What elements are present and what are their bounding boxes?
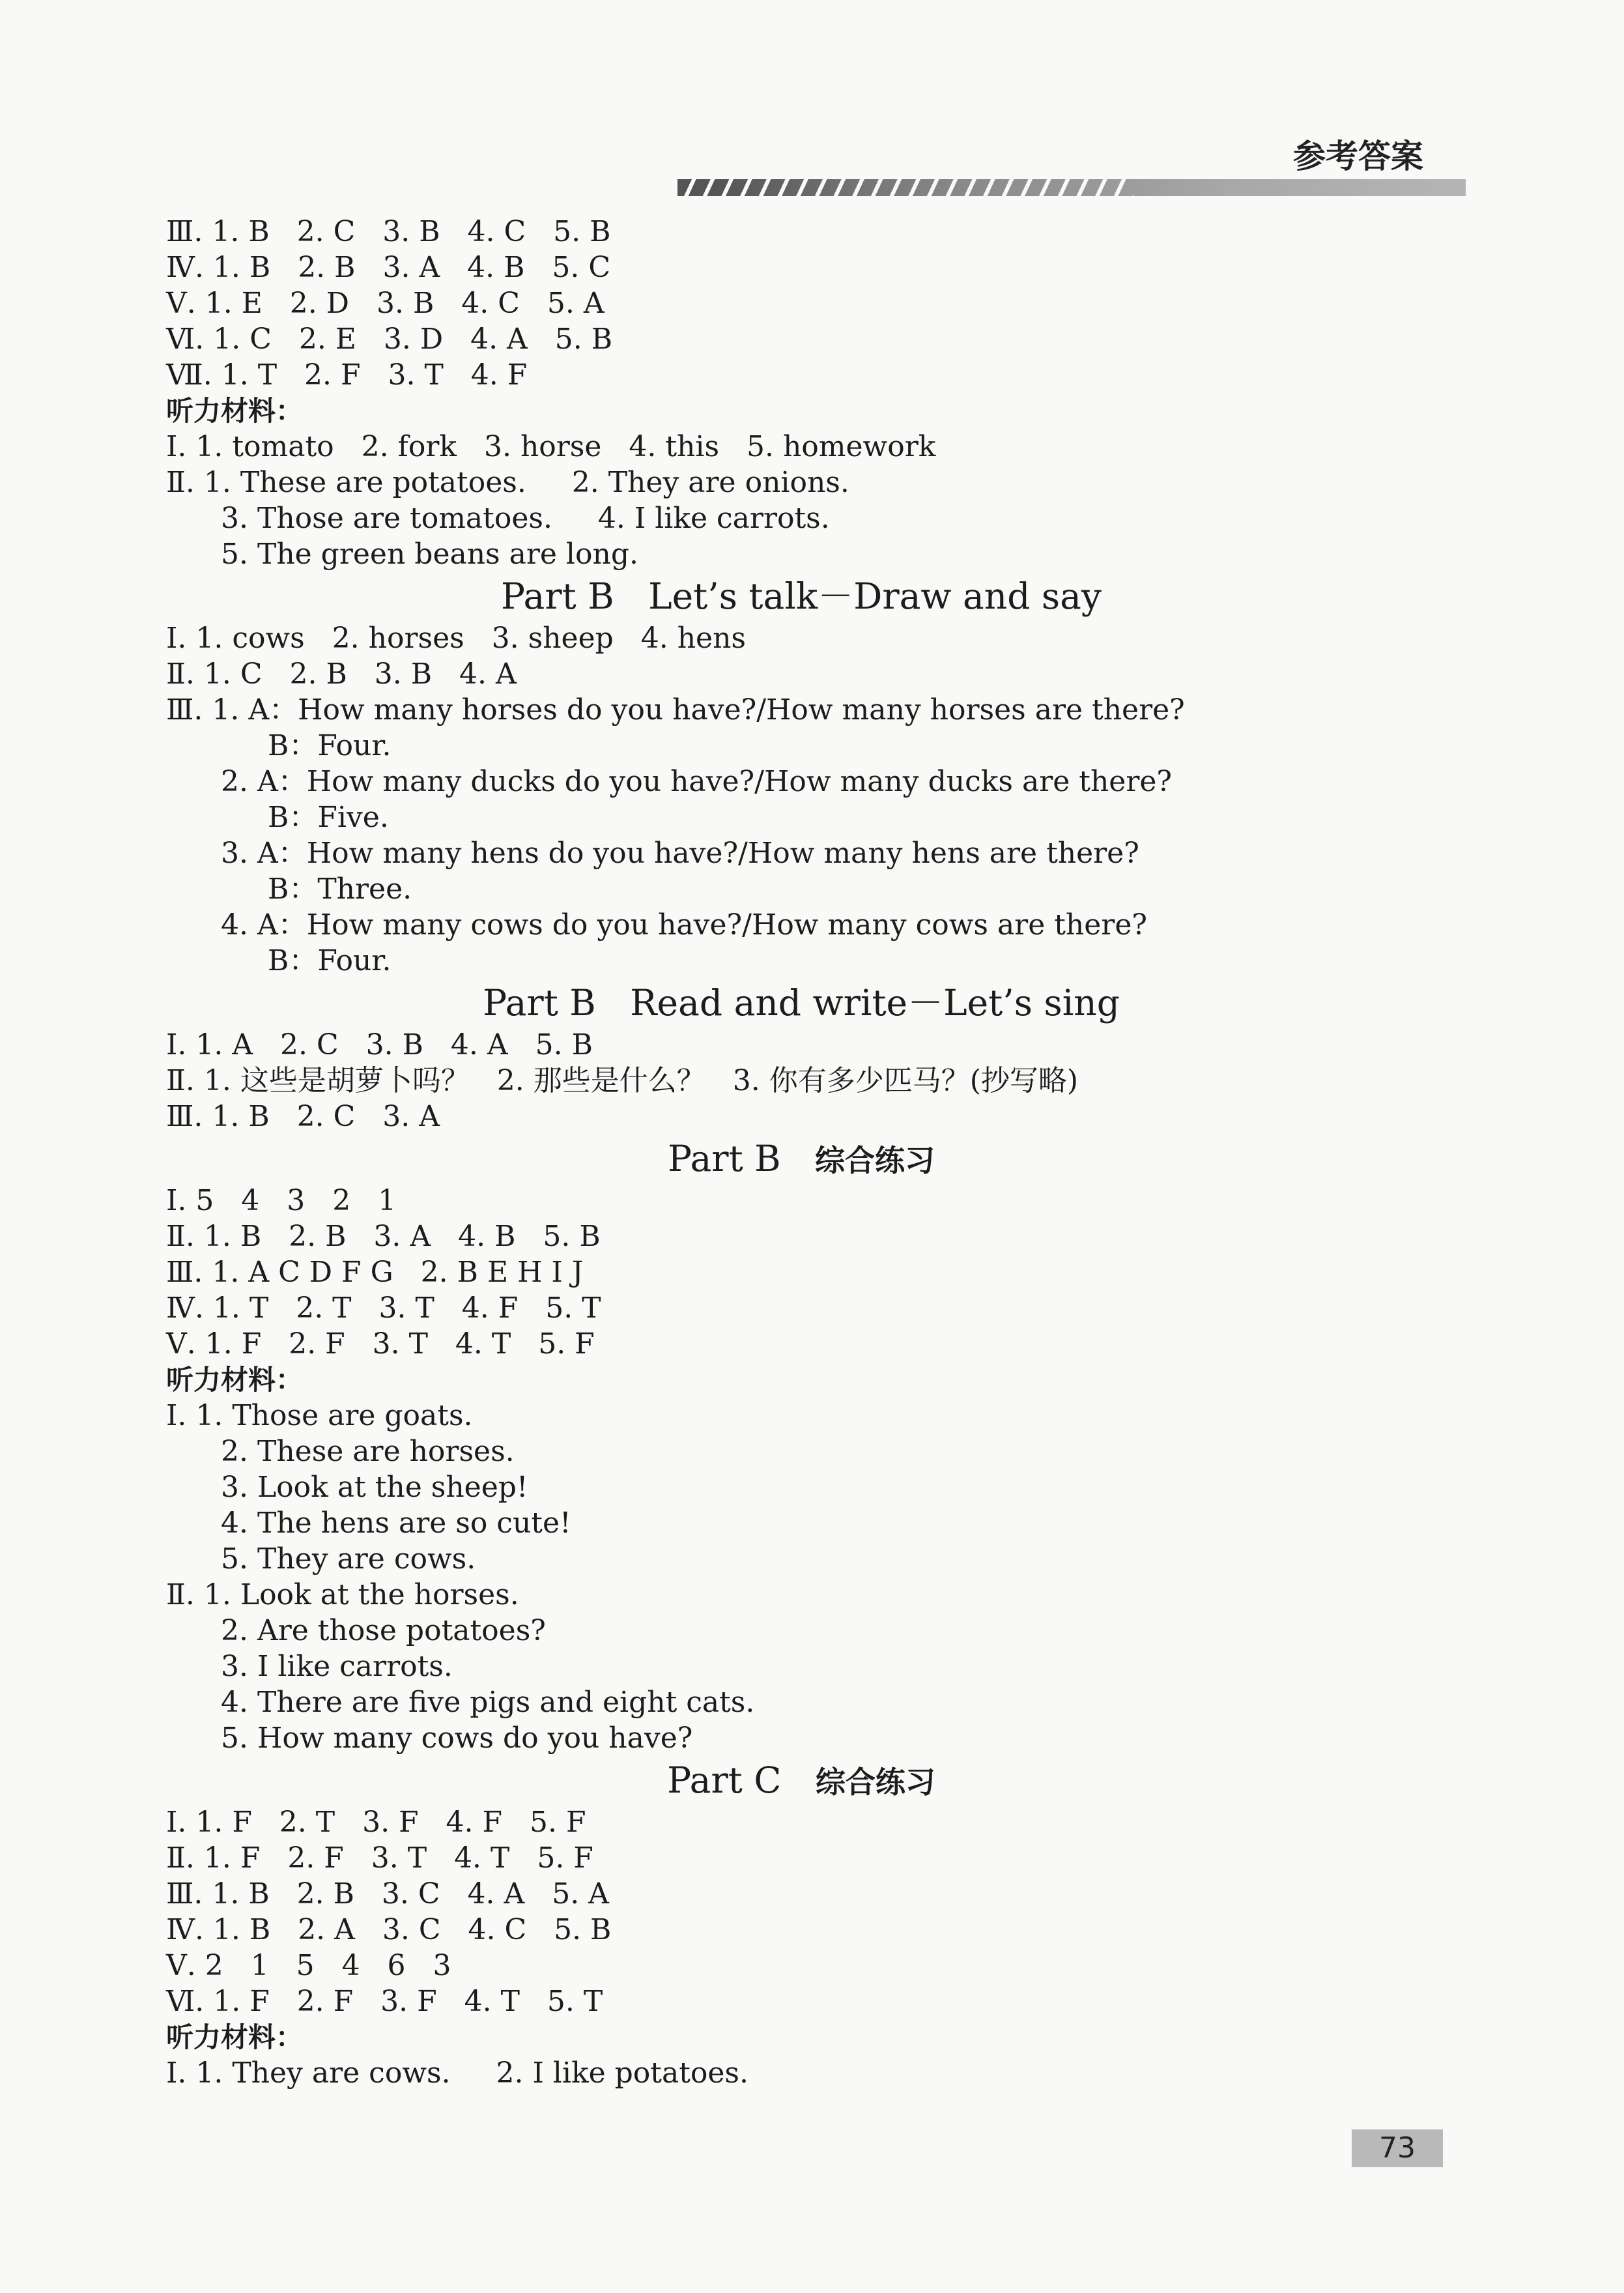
answer-line: Ⅱ. 1. F 2. F 3. T 4. T 5. F <box>166 1841 593 1875</box>
section-heading <box>166 573 1436 619</box>
section-heading-text: Part B <box>667 1138 816 1179</box>
listening-material-label <box>166 1362 1436 1398</box>
answer-line: Ⅰ. 1. cows 2. horses 3. sheep 4. hens <box>166 622 746 655</box>
answer-line: B：Four. <box>268 944 392 977</box>
header-stripes <box>677 179 1133 196</box>
answer-line: 4. There are five pigs and eight cats. <box>221 1686 755 1719</box>
answer-line: Ⅵ. 1. F 2. F 3. F 4. T 5. T <box>166 1985 603 2018</box>
answer-line: Ⅱ. 1. These are potatoes. 2. They are onions. <box>166 466 849 499</box>
answer-line: Ⅴ. 1. E 2. D 3. B 4. C 5. A <box>166 287 605 320</box>
answer-line: 3. Look at the sheep! <box>221 1471 528 1504</box>
header-title: 参考答案 <box>1293 137 1423 175</box>
label-text: 听力材料： <box>166 1364 304 1396</box>
listening-material-label <box>166 393 1436 429</box>
answer-line: Ⅰ. 1. F 2. T 3. F 4. F 5. F <box>166 1806 586 1839</box>
answer-line: 2. A：How many ducks do you have?/How many ducks are there? <box>221 765 1172 798</box>
page-number: 73 <box>1352 2129 1443 2167</box>
section-heading <box>166 980 1436 1026</box>
answer-line: 5. How many cows do you have? <box>221 1722 693 1755</box>
section-heading-zh: 综合练习 <box>815 1143 935 1178</box>
answer-line: B：Four. <box>268 729 392 762</box>
answer-line: Ⅰ. 1. A 2. C 3. B 4. A 5. B <box>166 1028 593 1061</box>
answer-line: Ⅳ. 1. B 2. B 3. A 4. B 5. C <box>166 251 611 284</box>
answer-line: 2. Are those potatoes? <box>221 1614 546 1647</box>
answer-line: 5. The green beans are long. <box>221 538 638 571</box>
label-text: 听力材料： <box>166 2021 304 2053</box>
answer-line: Ⅲ. 1. A：How many horses do you have?/How many horses are there? <box>166 693 1185 727</box>
answer-line: Ⅱ. 1. 这些是胡萝卜吗？ 2. 那些是什么？ 3. 你有多少匹马？(抄写略) <box>166 1064 1079 1097</box>
answer-line: Ⅲ. 1. A C D F G 2. B E H I J <box>166 1256 584 1289</box>
section-heading <box>166 1757 1436 1803</box>
answer-line: 3. Those are tomatoes. 4. I like carrots. <box>221 502 830 535</box>
answer-line: 5. They are cows. <box>221 1542 476 1576</box>
answer-content <box>166 214 1436 2091</box>
answer-line: Ⅴ. 1. F 2. F 3. T 4. T 5. F <box>166 1327 595 1361</box>
answer-line: 2. These are horses. <box>221 1435 515 1468</box>
section-heading-text: Part B Let’s talk－Draw and say <box>501 575 1102 617</box>
answer-line: Ⅳ. 1. B 2. A 3. C 4. C 5. B <box>166 1913 612 1946</box>
answer-line: Ⅰ. 1. Those are goats. <box>166 1399 473 1432</box>
section-heading <box>166 1136 1436 1181</box>
answer-line: Ⅶ. 1. T 2. F 3. T 4. F <box>166 358 528 392</box>
answer-line: B：Five. <box>268 801 389 834</box>
section-heading-zh: 综合练习 <box>815 1765 935 1800</box>
section-heading-text: Part B Read and write－Let’s sing <box>483 982 1120 1024</box>
answer-line: Ⅴ. 2 1 5 4 6 3 <box>166 1949 451 1982</box>
listening-material-label <box>166 2019 1436 2055</box>
answer-line: B：Three. <box>268 872 412 906</box>
answer-line: Ⅵ. 1. C 2. E 3. D 4. A 5. B <box>166 323 613 356</box>
answer-line: Ⅰ. 1. tomato 2. fork 3. horse 4. this 5. homework <box>166 430 936 463</box>
answer-line: Ⅲ. 1. B 2. C 3. B 4. C 5. B <box>166 215 611 248</box>
answer-line: 3. I like carrots. <box>221 1650 453 1683</box>
answer-line: 4. The hens are so cute! <box>221 1507 571 1540</box>
answer-line: Ⅲ. 1. B 2. B 3. C 4. A 5. A <box>166 1877 609 1911</box>
answer-line: Ⅱ. 1. Look at the horses. <box>166 1578 519 1611</box>
answer-line: 4. A：How many cows do you have?/How many cows are there? <box>221 908 1147 942</box>
answer-line: Ⅰ. 1. They are cows. 2. I like potatoes. <box>166 2056 748 2090</box>
answer-line: Ⅲ. 1. B 2. C 3. A <box>166 1100 440 1133</box>
answer-line: 3. A：How many hens do you have?/How many hens are there? <box>221 837 1139 870</box>
answer-line: Ⅰ. 5 4 3 2 1 <box>166 1184 397 1217</box>
answer-line: Ⅱ. 1. B 2. B 3. A 4. B 5. B <box>166 1220 601 1253</box>
answer-line: Ⅳ. 1. T 2. T 3. T 4. F 5. T <box>166 1291 601 1325</box>
answer-line: Ⅱ. 1. C 2. B 3. B 4. A <box>166 657 517 691</box>
section-heading-text: Part C <box>667 1759 816 1801</box>
label-text: 听力材料： <box>166 395 304 427</box>
